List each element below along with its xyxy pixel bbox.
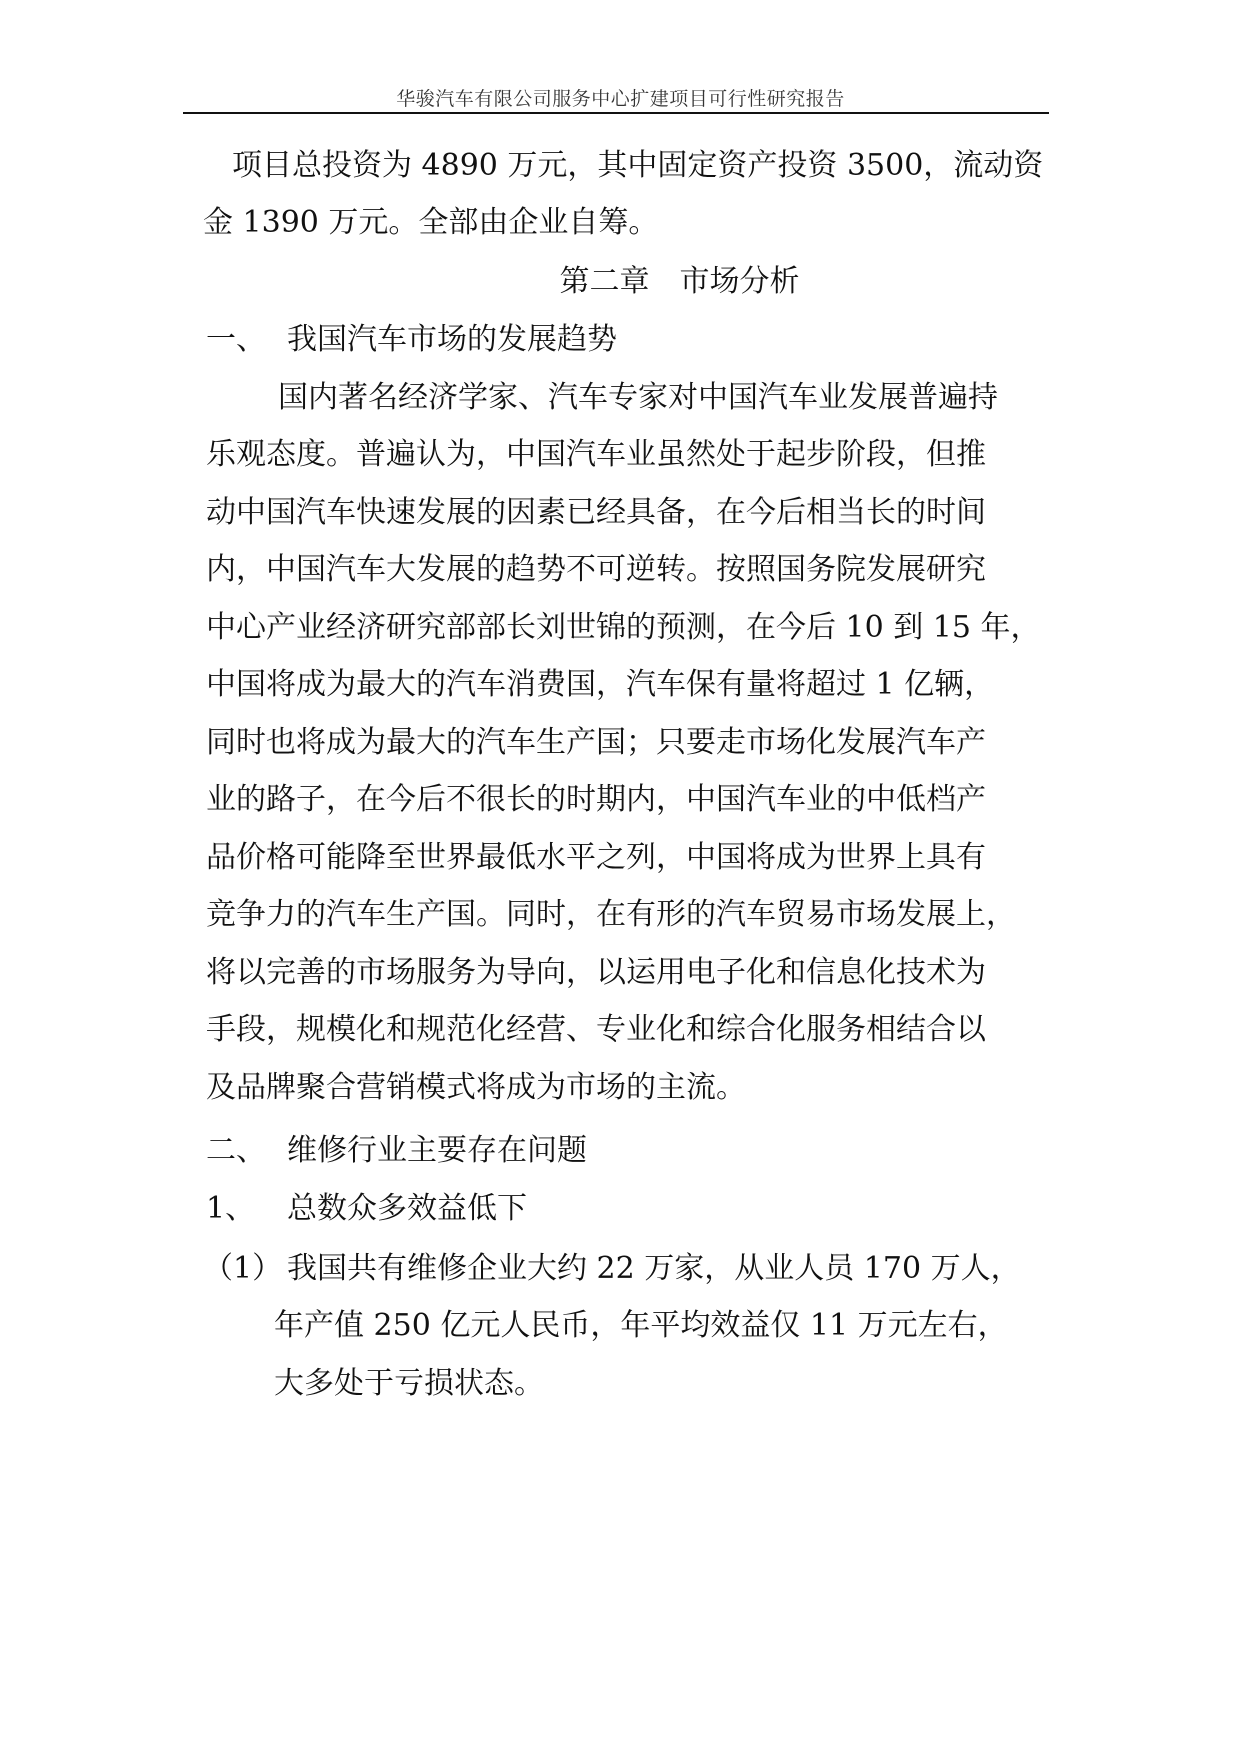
paragraph-1-line-7: 同时也将成为最大的汽车生产国；只要走市场化发展汽车产 <box>206 725 986 760</box>
paragraph-1-line-11: 将以完善的市场服务为导向，以运用电子化和信息化技术为 <box>206 955 986 990</box>
chapter-title: 第二章 市场分析 <box>559 264 800 299</box>
page-header: 华骏汽车有限公司服务中心扩建项目可行性研究报告 <box>396 88 845 110</box>
paragraph-1-line-13: 及品牌聚合营销模式将成为市场的主流。 <box>206 1070 746 1105</box>
paragraph-1-line-2: 乐观态度。普遍认为，中国汽车业虽然处于起步阶段，但推 <box>206 437 986 472</box>
subsection-1-number: 1、 <box>206 1191 256 1226</box>
paragraph-1-line-8: 业的路子，在今后不很长的时期内，中国汽车业的中低档产 <box>206 782 986 817</box>
paragraph-1-line-12: 手段，规模化和规范化经营、专业化和综合化服务相结合以 <box>206 1012 986 1047</box>
section-2-title: 维修行业主要存在问题 <box>287 1133 587 1168</box>
subsection-1-title: 总数众多效益低下 <box>287 1191 527 1226</box>
section-1-number: 一、 <box>206 322 266 357</box>
investment-line-2: 金 1390 万元。全部由企业自筹。 <box>203 205 659 240</box>
paragraph-1-line-4: 内，中国汽车大发展的趋势不可逆转。按照国务院发展研究 <box>206 552 986 587</box>
item-1-number: （1） <box>203 1251 283 1286</box>
paragraph-1-line-10: 竞争力的汽车生产国。同时，在有形的汽车贸易市场发展上， <box>206 897 1016 932</box>
header-rule <box>183 112 1049 114</box>
section-1-title: 我国汽车市场的发展趋势 <box>287 322 617 357</box>
investment-line-1: 项目总投资为 4890 万元，其中固定资产投资 3500，流动资 <box>232 148 1044 183</box>
item-1-line-1: 我国共有维修企业大约 22 万家，从业人员 170 万人， <box>287 1251 1021 1286</box>
paragraph-1-line-9: 品价格可能降至世界最低水平之列，中国将成为世界上具有 <box>206 840 986 875</box>
paragraph-1-line-6: 中国将成为最大的汽车消费国，汽车保有量将超过 1 亿辆， <box>206 667 995 702</box>
paragraph-1-line-1: 国内著名经济学家、汽车专家对中国汽车业发展普遍持 <box>278 380 998 415</box>
paragraph-1-line-5: 中心产业经济研究部部长刘世锦的预测，在今后 10 到 15 年， <box>206 610 1041 645</box>
section-2-number: 二、 <box>206 1133 266 1168</box>
item-1-line-2: 年产值 250 亿元人民币，年平均效益仅 11 万元左右， <box>274 1308 1008 1343</box>
item-1-line-3: 大多处于亏损状态。 <box>274 1366 544 1401</box>
paragraph-1-line-3: 动中国汽车快速发展的因素已经具备，在今后相当长的时间 <box>206 495 986 530</box>
